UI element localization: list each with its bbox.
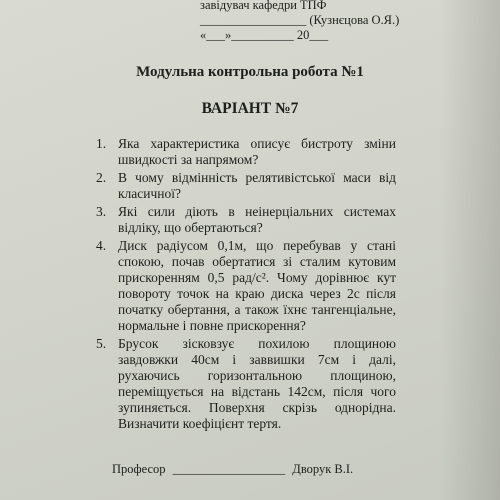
question-text: Яка характеристика описує бистроту зміни швидкості за напрямом?: [118, 136, 396, 167]
question-text: Брусок зісковзує похилою площиною завдовжки 40см і заввишки 7см і далі, рухаючись горизонтальною площиною, переміщується на відстань 142см, після чого зупиняється. Поверхня скрізь однорідна. Визначити коефіцієнт тертя.: [118, 336, 396, 431]
signature-line: __________________: [172, 462, 286, 476]
question-number: 5.: [96, 336, 107, 351]
question-number: 2.: [96, 170, 107, 185]
approval-date-line: «___»__________ 20___: [200, 28, 329, 42]
question-number: 3.: [96, 204, 107, 219]
question-item: [96, 136, 396, 168]
document-title: Модульна контрольна робота №1: [136, 64, 364, 80]
approval-role: завідувач кафедри ТПФ: [200, 0, 327, 12]
question-text: Диск радіусом 0,1м, що перебував у стані спокою, почав обертатися зі сталим кутовим прискоренням 0,5 рад/с². Чому дорівнює кут повороту точок на краю диска через 2с після початку обертання, а також їхнє тангенціальне, нормальне і повне прискорення?: [118, 238, 396, 333]
question-item: [96, 238, 396, 334]
question-text: В чому відмінність релятивістської маси від класичної?: [118, 170, 396, 201]
question-item: [96, 170, 396, 202]
variant-title: ВАРІАНТ №7: [201, 100, 299, 117]
question-number: 4.: [96, 238, 107, 253]
approval-signature-line: _________________ (Кузнєцова О.Я.): [200, 13, 400, 27]
signature-footer: [112, 462, 357, 477]
signer-role: Професор: [112, 462, 166, 476]
question-text: Які сили діють в неінерціальних системах відліку, що обертаються?: [118, 204, 396, 235]
question-item: [96, 336, 396, 432]
signer-name: Дворук В.І.: [292, 462, 354, 476]
approval-block: [200, 0, 440, 43]
question-item: [96, 204, 396, 236]
question-number: 1.: [96, 136, 107, 151]
question-list: [96, 136, 396, 434]
